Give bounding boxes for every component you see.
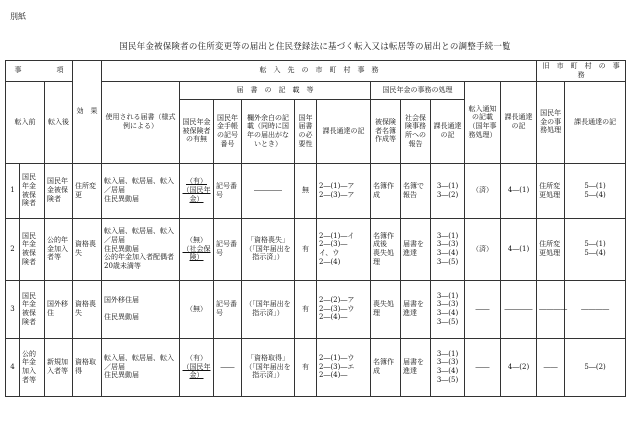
row-kacho4: 5―(2) — [565, 338, 626, 396]
row-before: 国民年金被保険者 — [20, 218, 45, 280]
row-yohaku: 「資格喪失」 （「国年届出を指示済」） — [242, 218, 295, 280]
header-kacho4: 課長通達の記 — [565, 81, 626, 163]
row-tsuchi: ―― — [465, 338, 501, 396]
header-techo: 国民年金手帳の記号番号 — [214, 99, 242, 163]
table-row — [6, 163, 626, 218]
row-need: 無 — [295, 163, 317, 218]
row-tsuchi: （済） — [465, 218, 501, 280]
row-shakai: 届書を 進達 — [401, 218, 431, 280]
row-kacho4: ―――― — [565, 280, 626, 338]
row-tsuchi: ―― — [465, 280, 501, 338]
row-old-shori: ―― — [537, 338, 565, 396]
procedure-table — [5, 60, 626, 397]
row-form: 転入届、転居届、転入／居届 住民異動届 公的年金加入者配偶者 20歳未満等 — [102, 218, 180, 280]
row-yohaku: 「資格取得」 （「国年届出を指示済」） — [242, 338, 295, 396]
row-insured: （有） （国民年金） — [180, 338, 214, 396]
row-yohaku: ―――― — [242, 163, 295, 218]
table-row — [6, 218, 626, 280]
row-techo: 記号番号 — [214, 218, 242, 280]
header-tsuchi: 転入通知の記載 （国年事務処理） — [465, 81, 501, 163]
row-form: 国外移住届 住民異動届 — [102, 280, 180, 338]
row-kacho1: 2―(1)―ア 2―(3)―ア — [317, 163, 371, 218]
row-kacho3: ―――― — [501, 280, 537, 338]
row-form: 転入届、転居届、転入／居届 住民異動届 — [102, 338, 180, 396]
row-before: 国民年金被保険者 — [20, 280, 45, 338]
header-meibo: 被保険者名簿作成等 — [371, 99, 401, 163]
header-koka: 効 果 — [73, 61, 102, 164]
header-tennyu-go: 転入後 — [45, 81, 73, 163]
row-insured: （有） （国民年金） — [180, 163, 214, 218]
row-before: 公的年金加入者等 — [20, 338, 45, 396]
header-shakai: 社会保険事務所への報告 — [401, 99, 431, 163]
row-form: 転入届、転居届、転入／居届 住民異動届 — [102, 163, 180, 218]
row-after: 国民年金被保険者 — [45, 163, 73, 218]
row-old-shori: 住所変更処理 — [537, 163, 565, 218]
row-number: 2 — [6, 218, 20, 280]
row-before: 国民年金被保険者 — [20, 163, 45, 218]
row-insured: （無） （社会保険） — [180, 218, 214, 280]
header-hitsuyo: 国年届書の必要性 — [295, 99, 317, 163]
row-kacho3: 4―(1) — [501, 218, 537, 280]
header-kacho1: 課長通達の記 — [317, 99, 371, 163]
row-shakai: 届書を 進達 — [401, 338, 431, 396]
header-kacho3: 課長通達の記 — [501, 81, 537, 163]
row-kacho2: 3―(1) 3―(3) 3―(4) 3―(5) — [431, 280, 465, 338]
row-kacho1: 2―(1)―イ 2―(3)― イ、ウ 2―(4) — [317, 218, 371, 280]
header-used-form: 使用される届書（様式例による） — [102, 81, 180, 163]
row-effect: 住所変更 — [73, 163, 102, 218]
header-kokunen-shori: 国民年金の事務処理 — [537, 81, 565, 163]
row-meibo: 名簿作成 — [371, 163, 401, 218]
row-shakai: 名簿で報告 — [401, 163, 431, 218]
row-kacho4: 5―(1) 5―(4) — [565, 163, 626, 218]
table-row — [6, 280, 626, 338]
row-effect: 資格喪失 — [73, 218, 102, 280]
table-row — [6, 338, 626, 396]
row-after: 公的年金加入者等 — [45, 218, 73, 280]
row-tsuchi: （済） — [465, 163, 501, 218]
row-techo: ―― — [214, 338, 242, 396]
row-meibo: 名簿作成 — [371, 338, 401, 396]
row-kacho2: 3―(1) 3―(3) 3―(4) 3―(5) — [431, 338, 465, 396]
row-meibo: 喪失処理 — [371, 280, 401, 338]
row-kacho2: 3―(1) 3―(3) 3―(4) 3―(5) — [431, 218, 465, 280]
row-number: 1 — [6, 163, 20, 218]
row-number: 3 — [6, 280, 20, 338]
header-insured: 国民年金被保険者の有無 — [180, 99, 214, 163]
row-meibo: 名簿作成後 喪失処理 — [371, 218, 401, 280]
header-todokesho: 届 書 の 記 載 等 — [180, 81, 371, 99]
header-yohaku: 欄外余白の記載（同時に国年の届出がないとき） — [242, 99, 295, 163]
row-kacho3: 4―(1) — [501, 163, 537, 218]
header-kacho2: 課長通達の記 — [431, 99, 465, 163]
row-kacho2: 3―(1) 3―(2) — [431, 163, 465, 218]
page-label: 別紙 — [10, 12, 26, 21]
header-tennyu-saki: 転 入 先 の 市 町 村 事 務 — [102, 61, 537, 82]
document-title: 国民年金被保険者の住所変更等の届出と住民登録法に基づく転入又は転居等の届出との調整手続一覧 — [119, 42, 511, 52]
row-kacho1: 2―(2)―ア 2―(3)―ウ 2―(4)― — [317, 280, 371, 338]
row-after: 新規加入者等 — [45, 338, 73, 396]
row-insured: （無） — [180, 280, 214, 338]
row-kacho3: 4―(2) — [501, 338, 537, 396]
header-jiko-no: 転入前 — [6, 81, 45, 163]
row-kacho1: 2―(1)―ウ 2―(3)―エ 2―(4)― — [317, 338, 371, 396]
header-kyuchi: 旧 市 町 村 の 事 務 — [537, 61, 626, 82]
header-jiko: 事 項 — [6, 61, 73, 82]
header-nenkin-shori: 国民年金の事務の処理 — [371, 81, 465, 99]
row-effect: 資格喪失 — [73, 280, 102, 338]
row-kacho4: 5―(1) 5―(4) — [565, 218, 626, 280]
row-shakai: 届書を 進達 — [401, 280, 431, 338]
row-need: 有 — [295, 338, 317, 396]
row-effect: 資格取得 — [73, 338, 102, 396]
row-number: 4 — [6, 338, 20, 396]
row-after: 国外移住 — [45, 280, 73, 338]
row-techo: 記号番号 — [214, 163, 242, 218]
row-old-shori: 住所変更処理 — [537, 218, 565, 280]
row-need: 有 — [295, 280, 317, 338]
row-yohaku: （「国年届出を指示済」） — [242, 280, 295, 338]
row-old-shori: ―――― — [537, 280, 565, 338]
row-techo: 記号番号 — [214, 280, 242, 338]
row-need: 有 — [295, 218, 317, 280]
